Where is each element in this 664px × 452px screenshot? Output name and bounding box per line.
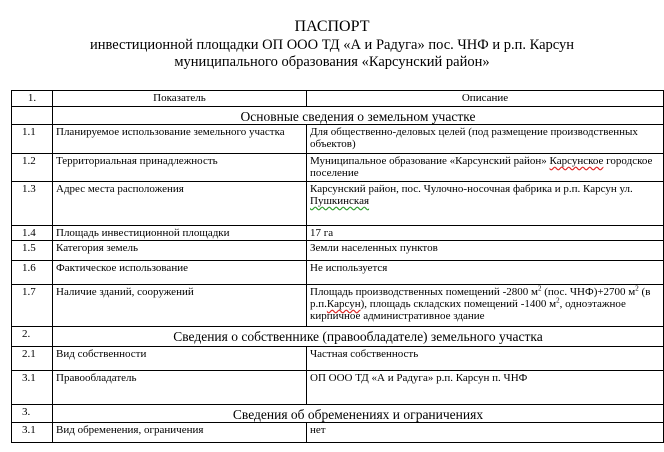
passport-table bbox=[11, 90, 664, 443]
row-num: 1.5 bbox=[12, 241, 53, 261]
section-row-2 bbox=[12, 327, 664, 347]
row-indicator: Вид обременения, ограничения bbox=[53, 423, 307, 443]
table-row bbox=[12, 423, 664, 443]
row-num: 1.6 bbox=[12, 261, 53, 285]
table-row bbox=[12, 226, 664, 241]
row-num: 1.1 bbox=[12, 125, 53, 154]
row-num: 1.3 bbox=[12, 182, 53, 226]
table-row bbox=[12, 371, 664, 405]
row-description: Земли населенных пунктов bbox=[307, 241, 664, 261]
section-row-3 bbox=[12, 405, 664, 423]
row-indicator: Наличие зданий, сооружений bbox=[53, 285, 307, 327]
table-row bbox=[12, 241, 664, 261]
section-num: 3. bbox=[12, 405, 53, 423]
section-title-2: Сведения о собственнике (правообладателе) земельного участка bbox=[53, 327, 664, 347]
header-num: 1. bbox=[12, 91, 53, 107]
row-indicator: Адрес места расположения bbox=[53, 182, 307, 226]
table-row bbox=[12, 347, 664, 371]
row-description: ОП ООО ТД «А и Радуга» р.п. Карсун п. ЧНФ bbox=[307, 371, 664, 405]
row-description: 17 га bbox=[307, 226, 664, 241]
page-subtitle-line-2: муниципального образования «Карсунский район» bbox=[174, 54, 490, 70]
section-title-1: Основные сведения о земельном участке bbox=[53, 107, 664, 125]
table-header-row bbox=[12, 91, 664, 107]
row-indicator: Категория земель bbox=[53, 241, 307, 261]
row-description: Не используется bbox=[307, 261, 664, 285]
row-indicator: Территориальная принадлежность bbox=[53, 154, 307, 182]
section-num: 2. bbox=[12, 327, 53, 347]
table-row bbox=[12, 285, 664, 327]
row-num: 1.2 bbox=[12, 154, 53, 182]
row-description: Площадь производственных помещений -2800 $м^2$ (пос. ЧНФ)+2700 $м^2$ (в р.п.Карсун), площадь складских помещений -1400 $м^2$, одноэтажное кирпичное административное здание bbox=[307, 285, 664, 327]
row-description: нет bbox=[307, 423, 664, 443]
table-row bbox=[12, 182, 664, 226]
row-num: 3.1 bbox=[12, 423, 53, 443]
page-subtitle-line-1: инвестиционной площадки ОП ООО ТД «А и Радуга» пос. ЧНФ и р.п. Карсун bbox=[89, 37, 575, 53]
row-indicator: Планируемое использование земельного участка bbox=[53, 125, 307, 154]
row-num: 1.4 bbox=[12, 226, 53, 241]
table-row bbox=[12, 261, 664, 285]
row-num: 2.1 bbox=[12, 347, 53, 371]
row-indicator: Правообладатель bbox=[53, 371, 307, 405]
row-description: Для общественно-деловых целей (под размещение производственных объектов) bbox=[307, 125, 664, 154]
row-num: 3.1 bbox=[12, 371, 53, 405]
row-description: Муниципальное образование «Карсунский район» Карсунское городское поселение bbox=[307, 154, 664, 182]
table-row bbox=[12, 154, 664, 182]
table-row bbox=[12, 125, 664, 154]
row-description: Частная собственность bbox=[307, 347, 664, 371]
header-description: Описание bbox=[307, 91, 664, 107]
row-indicator: Вид собственности bbox=[53, 347, 307, 371]
section-row-1 bbox=[12, 107, 664, 125]
row-indicator: Площадь инвестиционной площадки bbox=[53, 226, 307, 241]
row-indicator: Фактическое использование bbox=[53, 261, 307, 285]
section-title-3: Сведения об обременениях и ограничениях bbox=[53, 405, 664, 423]
page-title: ПАСПОРТ bbox=[294, 18, 370, 35]
row-description: Карсунский район, пос. Чулочно-носочная фабрика и р.п. Карсун ул. Пушкинская bbox=[307, 182, 664, 226]
header-indicator: Показатель bbox=[53, 91, 307, 107]
section-num-cell bbox=[12, 107, 53, 125]
row-num: 1.7 bbox=[12, 285, 53, 327]
